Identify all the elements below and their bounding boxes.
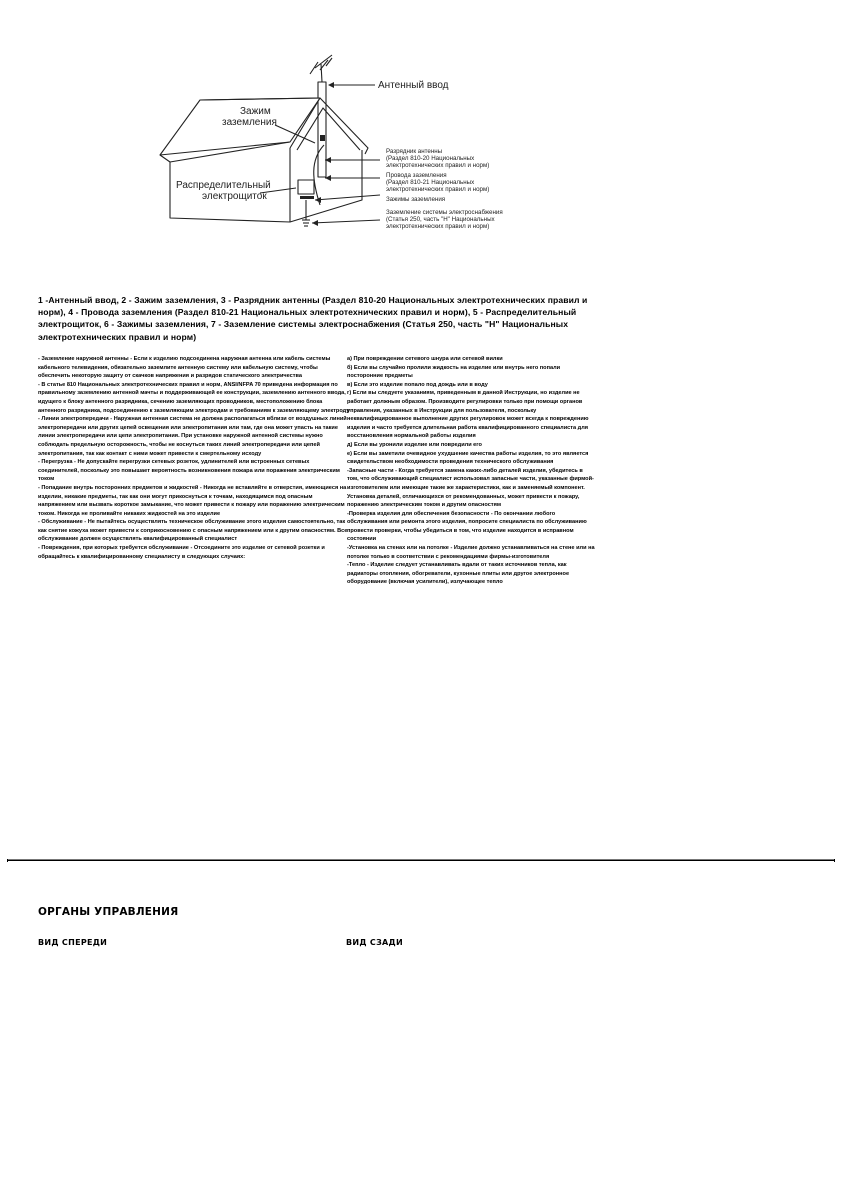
panel-label-line1: Распределительный <box>176 180 271 191</box>
safety-paragraph: - Попадание внутрь посторонних предметов и жидкостей - Никогда не вставляйте в отверстия, имеющиеся на изделии, никакие предметы, так как они могут прикоснуться к точкам, находящимся под опасным напряжением или вызвать короткое замыкание, что может привести к пожару или поражению электрическим током. Никогда не проливайте никаких жидкостей на это изделие <box>38 484 347 517</box>
system-label-line1: Заземление системы электроснабжения <box>386 209 503 216</box>
conductor-label-line2: (Раздел 810-21 Национальных <box>386 178 475 186</box>
grounding-conductors-label <box>386 173 489 193</box>
safety-text-right-column <box>347 355 595 587</box>
section-title-controls: ОРГАНЫ УПРАВЛЕНИЯ <box>38 906 179 918</box>
safety-paragraph: - Обслуживание - Не пытайтесь осуществлять техническое обслуживание этого изделия самостоятельно, так как снятие кожуха может привести к соприкосновению с опасным напряжением или к другим опасностям. Все обслуживание должен осуществлять квалифицированный специалист <box>38 519 348 543</box>
conductor-label-line3: электротехнических правил и норм) <box>386 185 490 193</box>
discharge-label-line3: электротехнических правил и норм) <box>386 161 490 169</box>
system-label-line3: электротехнических правил и норм) <box>386 222 490 230</box>
diagram-caption: 1 -Антенный ввод, 2 - Зажим заземления, 3 - Разрядник антенны (Раздел 810-20 Национальных электротехнических правил и норм), 4 - Провода заземления (Раздел 810-21 Национальных электротехнических правил и норм), 5 - Распределительный электрощиток, 6 - Зажимы заземления, 7 - Заземление системы электроснабжения (Статья 250, часть "H" Национальных электротехнических правил и норм) <box>38 295 588 342</box>
safety-paragraph: е) Если вы заметили очевидное ухудшение качества работы изделия, то это является свидетельством необходимости проведения технического обслуживания <box>347 450 589 466</box>
safety-paragraph: - Перегрузка - Не допускайте перегрузки сетевых розеток, удлинителей или встроенных сетевых соединителей, поскольку это повышает вероятность возникновения пожара или поражения электрическим током <box>38 459 340 483</box>
system-label-line2: (Статья 250, часть "H" Национальных <box>386 215 495 223</box>
safety-paragraph: -Запасные части - Когда требуется замена каких-либо деталей изделия, убедитесь в том, что обслуживающий специалист использовал запасные части, указанные фирмой-изготовителем или имеющие такие же характеристики, как и заменяемый компонент. Установка деталей, отличающихся от рекомендованных, может привести к пожару, поражению электрическим током и другим опасностям <box>347 467 594 509</box>
safety-paragraph: -Проверка изделия для обеспечения безопасности - По окончании любого обслуживания или ремонта этого изделия, попросите специалиста по обслуживанию провести проверки, чтобы убедиться в том, что изделие находится в исправном состоянии <box>347 510 587 543</box>
page-divider <box>7 859 835 861</box>
safety-paragraph: г) Если вы следуете указаниям, приведенным в данной Инструкции, но изделие не работает должным образом. Производите регулировки только при помощи органов управления, указанных в Инструкции для пользователя, поскольку неквалифицированное выполнение других регулировок может всегда к повреждению изделия и часто требуется длительная работа квалифицированного специалиста для восстановления нормальной работы изделия <box>347 390 589 440</box>
safety-paragraph: - Линии электропередачи - Наружная антенная система не должна располагаться вблизи от воздушных линий электропередачи или других цепей освещения или электропитания или там, где она может упасть на такие линии электропередачи или цепи электропитания. При установке наружной антенной системы нужно соблюдать предельную осторожность, чтобы не коснуться таких линий электропередачи или цепей электропитания, так как контакт с ними может привести к смертельному исходу <box>38 416 347 457</box>
page-divider-end-right <box>834 859 835 862</box>
ground-clamp-label-line1: Зажим <box>240 106 271 117</box>
ground-clamps-label: Зажимы заземления <box>386 196 446 203</box>
panel-label-line2: электрощиток <box>202 191 267 202</box>
antenna-grounding-diagram <box>140 50 510 250</box>
page-divider-end-left <box>7 859 8 862</box>
discharge-unit-label <box>386 149 489 169</box>
discharge-label-line2: (Раздел 810-20 Национальных <box>386 154 475 162</box>
safety-paragraph: -Тепло - Изделие следует устанавливать вдали от таких источников тепла, как радиаторы отопления, обогреватели, кухонные плиты или другое электронное оборудование (включая усилители), излучающее тепло <box>347 562 570 586</box>
safety-paragraph: а) При повреждении сетевого шнура или сетевой вилки <box>347 356 503 362</box>
safety-paragraph: д) Если вы уронили изделие или повредили его <box>347 441 482 448</box>
safety-paragraph: в) Если это изделие попало под дождь или в воду <box>347 381 488 388</box>
safety-text-left-column <box>38 355 350 561</box>
power-grounding-label <box>386 210 503 230</box>
discharge-label-line1: Разрядник антенны <box>386 148 443 155</box>
front-view-heading: ВИД СПЕРЕДИ <box>38 938 108 947</box>
safety-paragraph: -Установка на стенах или на потолке - Изделие должно устанавливаться на стене или на потолке только в соответствии с рекомендациями фирмы-изготовителя <box>347 545 595 560</box>
ground-clamp-label-line2: заземления <box>222 117 277 128</box>
conductor-label-line1: Провода заземления <box>386 172 447 179</box>
rear-view-heading: ВИД СЗАДИ <box>346 938 403 947</box>
safety-paragraph: - Повреждения, при которых требуется обслуживание - Отсоедините это изделие от сетевой розетки и обращайтесь к квалифицированному специалисту в следующих случаях: <box>38 545 325 560</box>
antenna-lead-in-label: Антенный ввод <box>378 80 449 91</box>
safety-paragraph: - Заземление наружной антенны - Если к изделию подсоединена наружная антенна или кабель системы кабельного телевидения, обязательно заземлите антенную систему или кабельную систему, чтобы обеспечить некоторую защиту от скачков напряжения и разрядов статического электричества <box>38 356 331 380</box>
safety-paragraph: - В статье 810 Национальных электротехнических правил и норм, ANSI/NFPA 70 приведена информация по правильному заземлению антенной мачты и поддерживающей ее конструкции, заземлению антенного ввода, идущего к блоку антенного разрядника, сечению заземляющих проводников, местоположению блока антенного разрядника, подсоединению к заземляющим электродам и требованиям к заземляющему электроду <box>38 381 350 414</box>
safety-paragraph: б) Если вы случайно пролили жидкость на изделие или внутрь него попали посторонние предметы <box>347 364 561 380</box>
